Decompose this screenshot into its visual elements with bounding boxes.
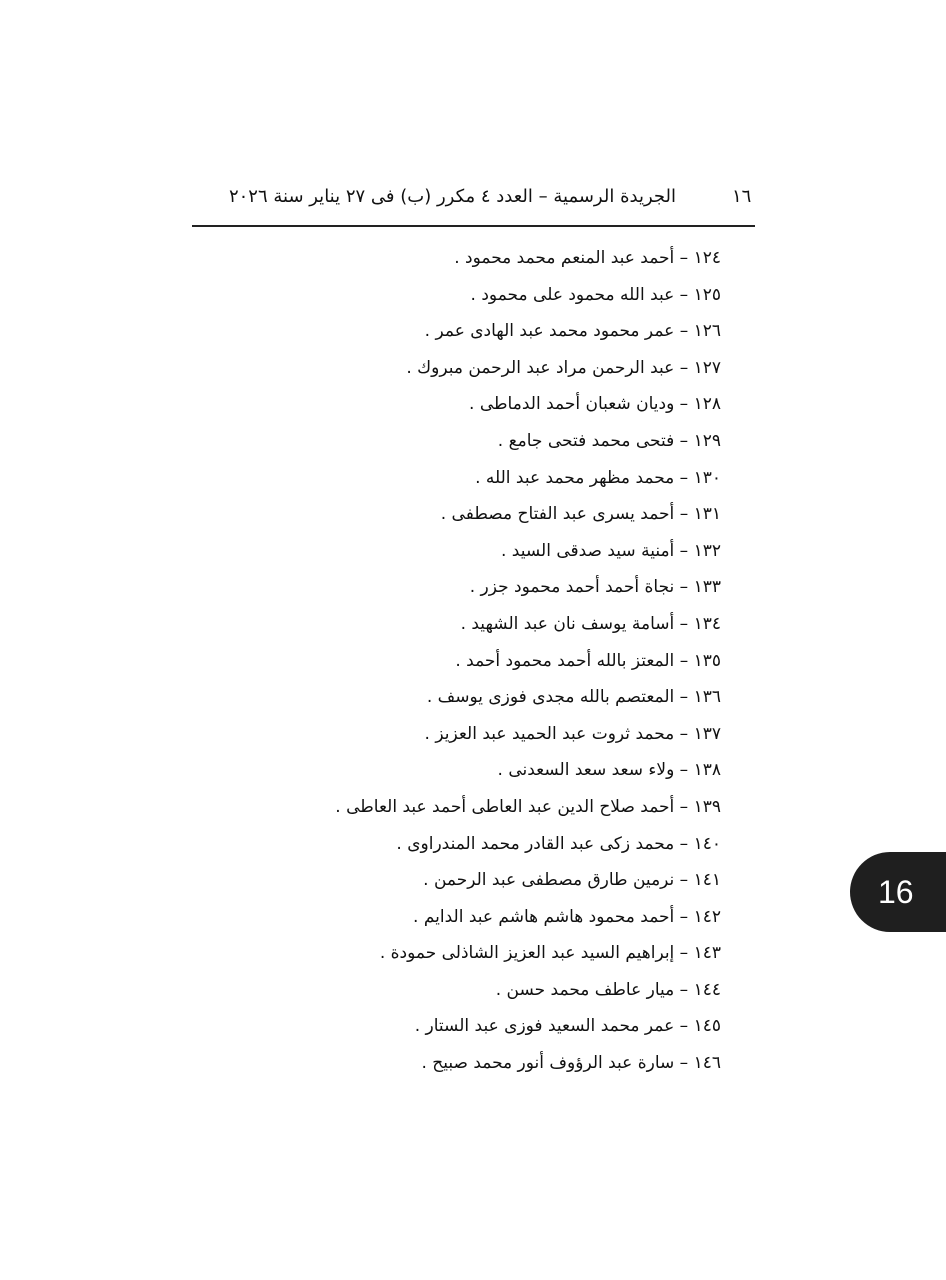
list-item: ١٤٦ – سارة عبد الرؤوف أنور محمد صبيح . (421, 1053, 721, 1074)
list-item: ١٣٤ – أسامة يوسف نان عبد الشهيد . (460, 613, 721, 634)
list-item: ١٤٢ – أحمد محمود هاشم هاشم عبد الدايم . (413, 906, 721, 927)
list-item: ١٣٩ – أحمد صلاح الدين عبد العاطى أحمد عبد العاطى . (335, 796, 721, 817)
page-number-tab: 16 (850, 852, 946, 932)
list-item: ١٢٨ – وديان شعبان أحمد الدماطى . (469, 394, 721, 415)
list-item: ١٢٦ – عمر محمود محمد عبد الهادى عمر . (424, 321, 721, 342)
list-item: ١٢٩ – فتحى محمد فتحى جامع . (497, 430, 721, 451)
header-divider (192, 225, 755, 227)
list-item: ١٣٣ – نجاة أحمد أحمد محمود جزر . (469, 577, 721, 598)
names-list (335, 240, 721, 1082)
list-item: ١٣١ – أحمد يسرى عبد الفتاح مصطفى . (440, 504, 721, 525)
list-item: ١٣٥ – المعتز بالله أحمد محمود أحمد . (455, 650, 721, 671)
list-item: ١٣٢ – أمنية سيد صدقى السيد . (500, 540, 721, 561)
list-item: ١٤٠ – محمد زكى عبد القادر محمد المندراوى . (396, 833, 721, 854)
list-item: ١٣٦ – المعتصم بالله مجدى فوزى يوسف . (426, 687, 721, 708)
list-item: ١٤٥ – عمر محمد السعيد فوزى عبد الستار . (414, 1016, 721, 1037)
list-item: ١٣٨ – ولاء سعد سعد السعدنى . (497, 760, 721, 781)
header-page-number: ١٦ (732, 186, 752, 207)
list-item: ١٣٧ – محمد ثروت عبد الحميد عبد العزيز . (424, 723, 721, 744)
list-item: ١٤٤ – ميار عاطف محمد حسن . (495, 979, 721, 1000)
list-item: ١٣٠ – محمد مظهر محمد عبد الله . (475, 467, 721, 488)
list-item: ١٤٣ – إبراهيم السيد عبد العزيز الشاذلى حمودة . (379, 943, 721, 964)
list-item: ١٤١ – نرمين طارق مصطفى عبد الرحمن . (423, 870, 721, 891)
header-title: الجريدة الرسمية – العدد ٤ مكرر (ب) فى ٢٧ يناير سنة ٢٠٢٦ (228, 186, 676, 207)
list-item: ١٢٥ – عبد الله محمود على محمود . (470, 284, 721, 305)
list-item: ١٢٤ – أحمد عبد المنعم محمد محمود . (454, 248, 721, 268)
list-item: ١٢٧ – عبد الرحمن مراد عبد الرحمن مبروك . (406, 357, 721, 378)
